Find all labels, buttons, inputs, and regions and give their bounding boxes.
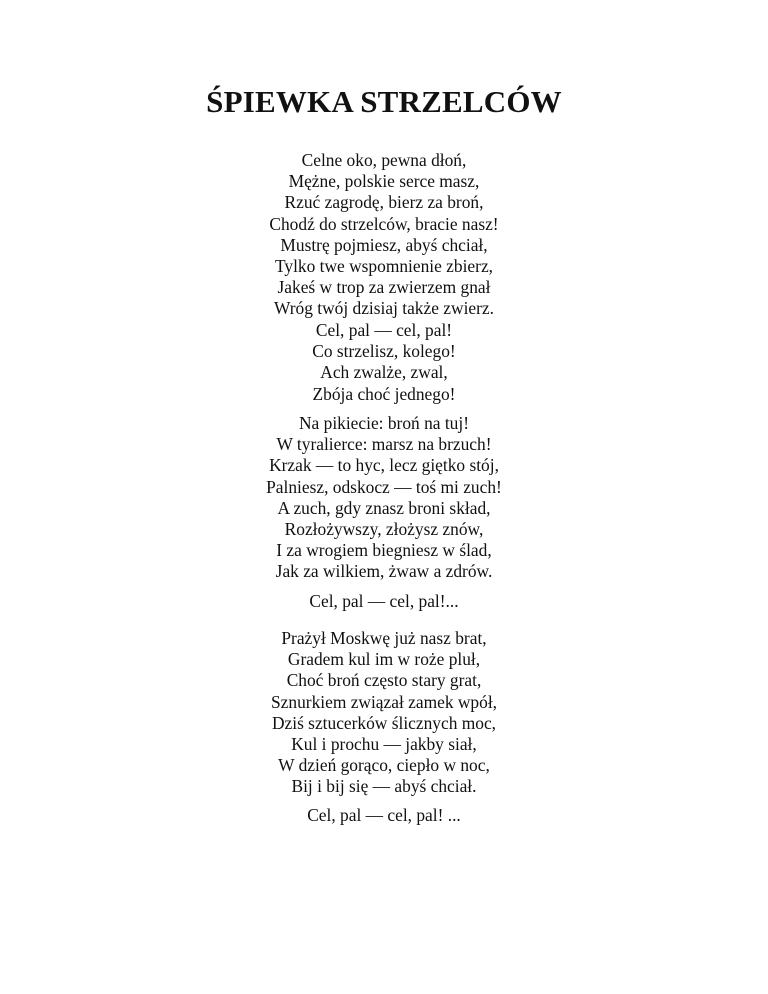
- stanza: [0, 628, 768, 798]
- poem-line: I za wrogiem biegniesz w ślad,: [276, 540, 492, 561]
- poem-line: Kul i prochu — jakby siał,: [291, 734, 477, 755]
- poem-line: Cel, pal — cel, pal!...: [309, 591, 459, 611]
- refrain-stanza: [0, 591, 768, 612]
- poem-line: W tyralierce: marsz na brzuch!: [276, 434, 492, 455]
- poem-line: Rozłożywszy, złożysz znów,: [284, 519, 484, 540]
- poem-line: Gradem kul im w roże pluł,: [287, 649, 481, 670]
- poem-title: ŚPIEWKA STRZELCÓW: [206, 84, 562, 119]
- poem-line: Palniesz, odskocz — toś mi zuch!: [266, 476, 502, 497]
- stanza: [0, 150, 768, 320]
- poem-line: Dziś sztucerków ślicznych moc,: [271, 712, 497, 733]
- poem-line: Co strzelisz, kolego!: [312, 341, 456, 362]
- poem-line: Chodź do strzelców, bracie nasz!: [269, 213, 499, 234]
- poem-line: Wróg twój dzisiaj także zwierz.: [274, 298, 494, 319]
- poem-line: Ach zwalże, zwal,: [320, 362, 448, 383]
- poem-line: Na pikiecie: broń na tuj!: [299, 413, 469, 433]
- poem-line: Jak za wilkiem, żwaw a zdrów.: [275, 561, 493, 582]
- stanza: [0, 413, 768, 583]
- poem-line: A zuch, gdy znasz broni skład,: [277, 497, 491, 518]
- poem-line: Celne oko, pewna dłoń,: [301, 150, 467, 170]
- poem-line: W dzień gorąco, ciepło w noc,: [278, 755, 490, 776]
- refrain-stanza: [0, 320, 768, 405]
- poem-line: Bij i bij się — abyś chciał.: [291, 776, 477, 797]
- poem-line: Krzak — to hyc, lecz giętko stój,: [269, 455, 499, 476]
- poem-line: Cel, pal — cel, pal!: [315, 320, 453, 340]
- poem-line: Choć broń często stary grat,: [286, 670, 482, 691]
- poem-line: Rzuć zagrodę, bierz za broń,: [284, 192, 484, 213]
- poem-line: Prażył Moskwę już nasz brat,: [281, 628, 487, 648]
- poem-line: Mustrę pojmiesz, abyś chciał,: [280, 234, 488, 255]
- poem-line: Mężne, polskie serce masz,: [288, 171, 480, 192]
- poem-line: Jakeś w trop za zwierzem gnał: [277, 277, 491, 298]
- poem-line: Cel, pal — cel, pal! ...: [307, 805, 461, 825]
- poem-line: Sznurkiem związał zamek wpół,: [271, 691, 497, 712]
- refrain-stanza: [0, 805, 768, 826]
- poem-line: Zbója choć jednego!: [312, 383, 456, 404]
- poem-line: Tylko twe wspomnienie zbierz,: [274, 256, 494, 277]
